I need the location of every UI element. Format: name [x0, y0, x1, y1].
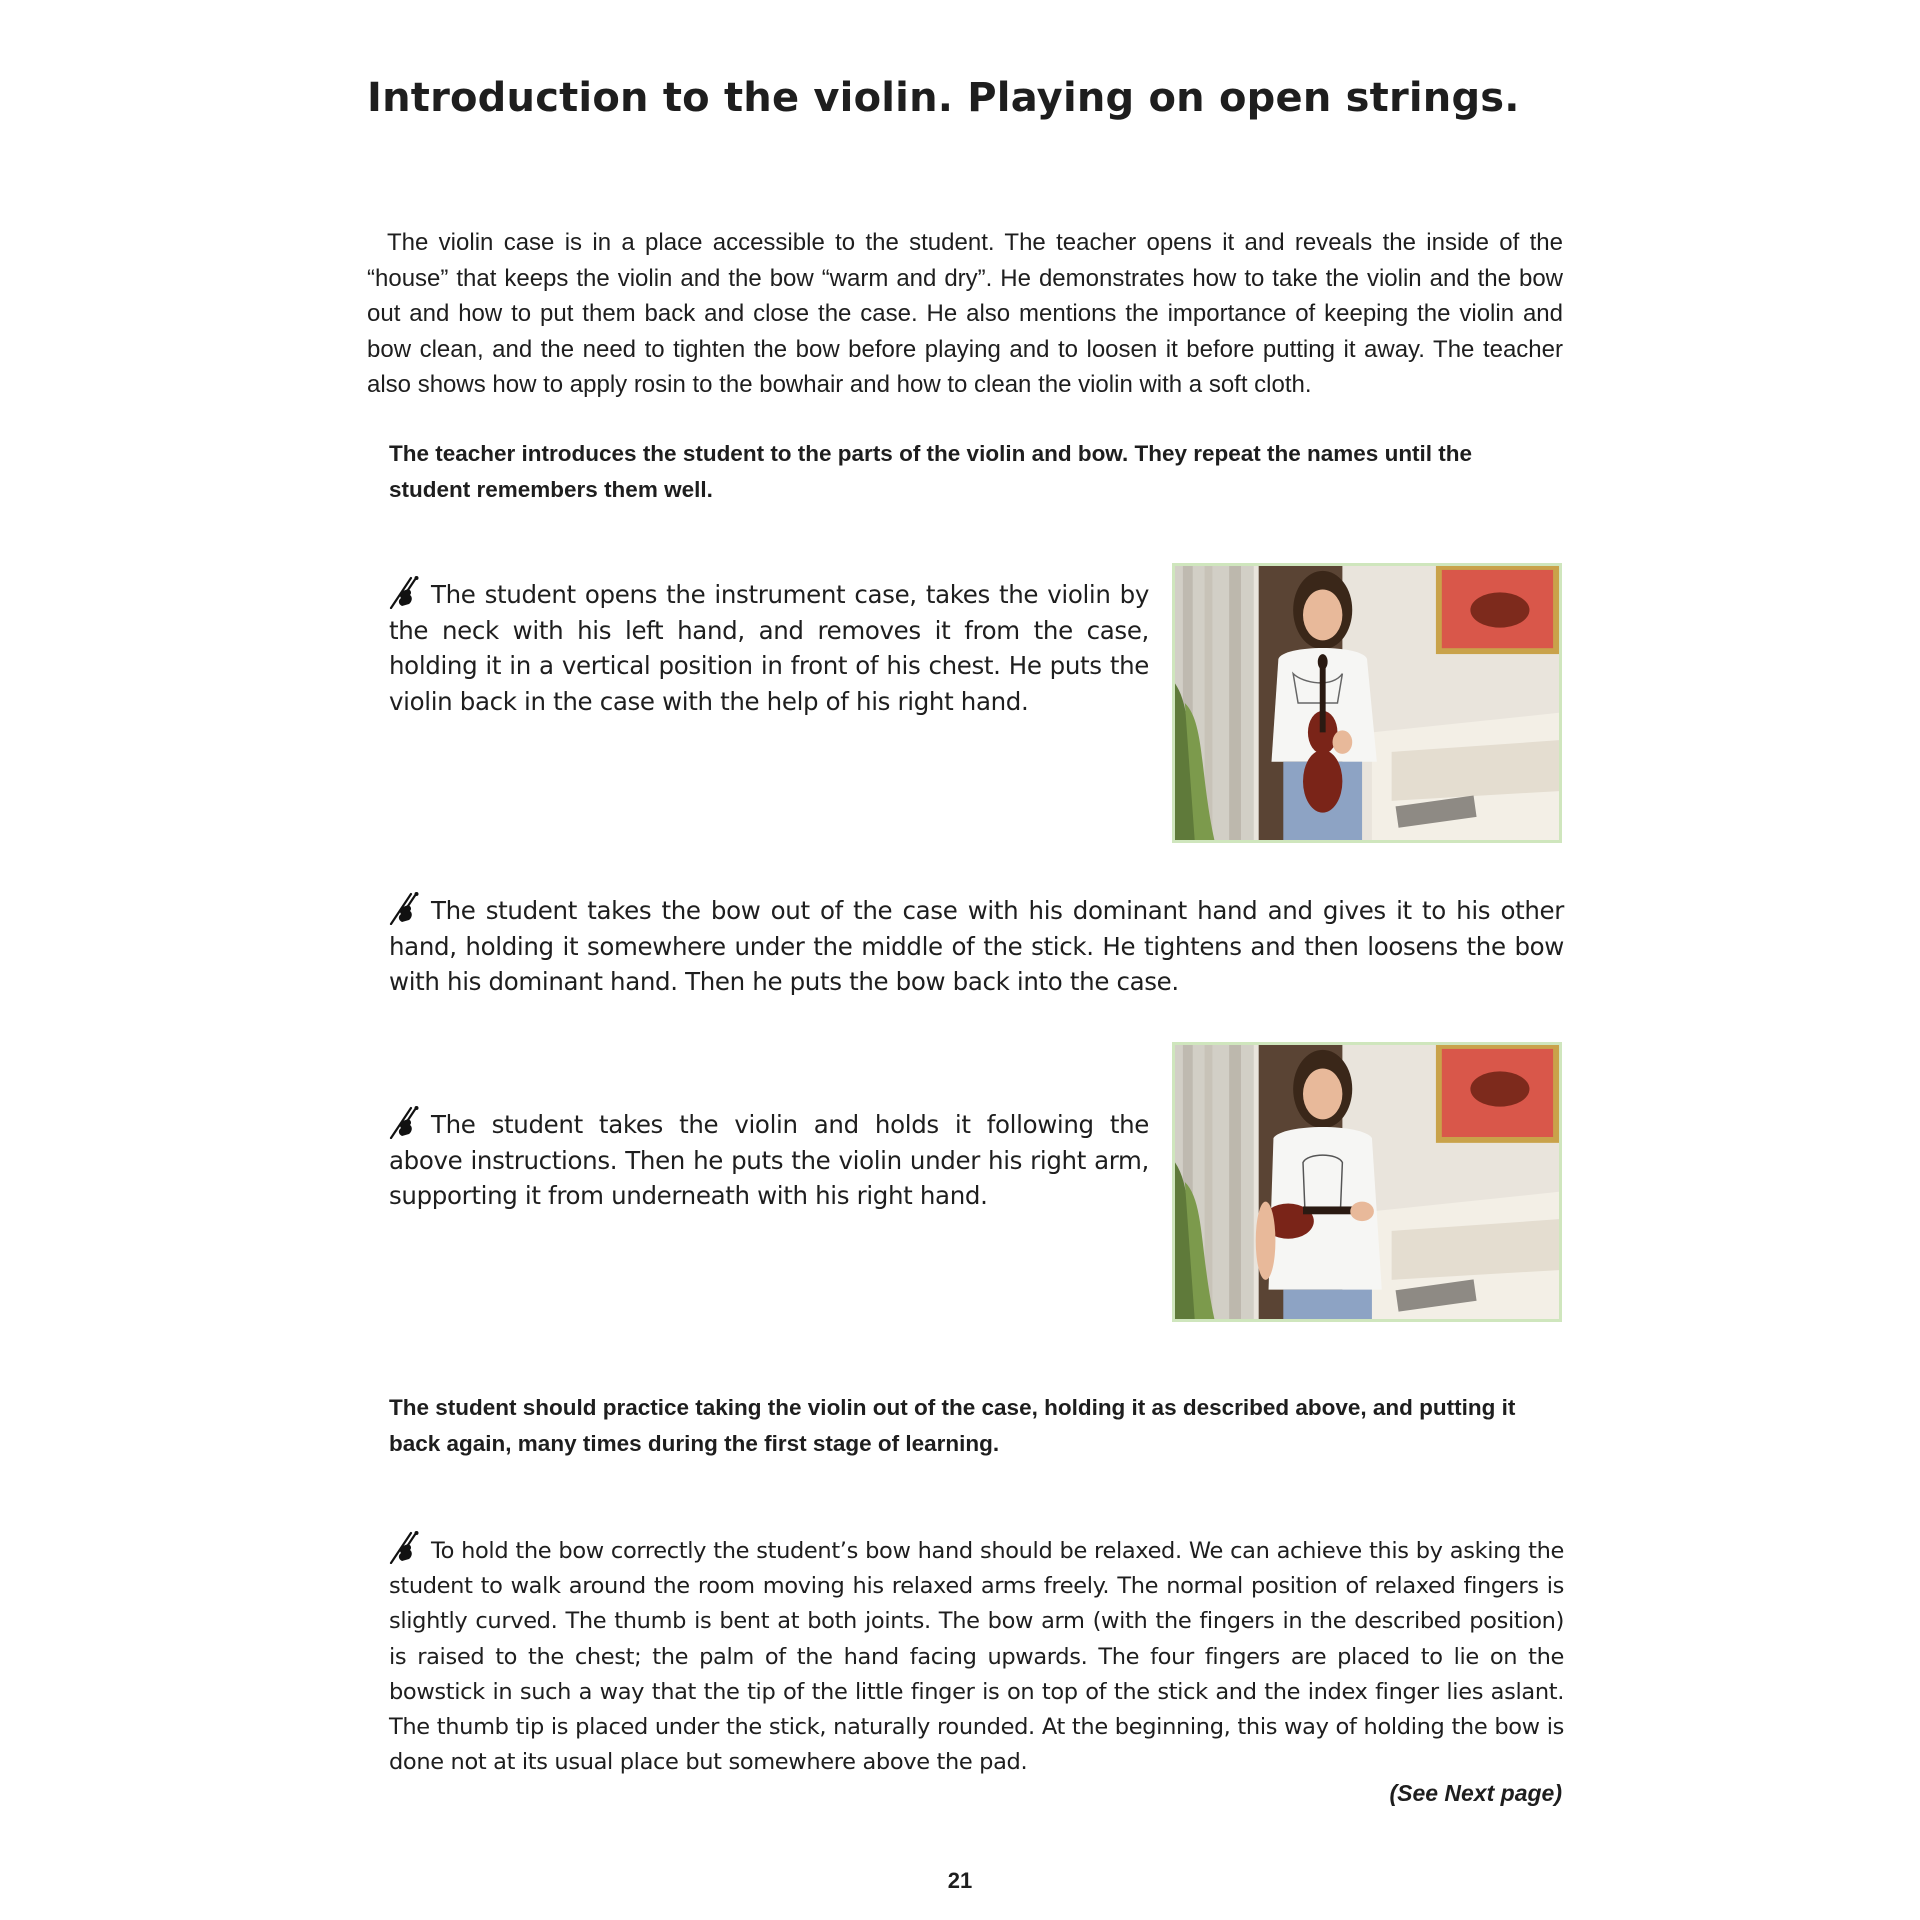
page-number: 21 — [947, 1868, 973, 1893]
practice-note: The student should practice taking the violin out of the case, holding it as described above, and putting it back again, many times during the first stage of learning. — [389, 1395, 1516, 1456]
page-title: Introduction to the violin. Playing on open strings. — [367, 75, 1520, 121]
violin-icon — [389, 1530, 421, 1564]
step-4-paragraph — [389, 1530, 1564, 1780]
step-1-paragraph — [389, 575, 1149, 719]
violin-icon — [389, 575, 421, 609]
step-3-paragraph — [389, 1105, 1149, 1214]
intro-paragraph: The violin case is in a place accessible to the student. The teacher opens it and reveals the inside of the “house” that keeps the violin and the bow “warm and dry”. He demonstrates how to take the violin and the bow out and how to put them back and close the case. He also mentions the importance of keeping the violin and bow clean, and the need to tighten the bow before playing and to loosen it before putting it away. The teacher also shows how to apply rosin to the bowhair and how to clean the violin with a soft cloth. — [367, 229, 1563, 398]
teacher-note: The teacher introduces the student to the parts of the violin and bow. They repeat the names until the student remembers them well. — [389, 441, 1473, 502]
step-3-text: The student takes the violin and holds it following the above instructions. Then he puts the violin under his right arm, supporting it from underneath with his right hand. — [389, 1110, 1149, 1210]
step-2-text: The student takes the bow out of the case with his dominant hand and gives it to his other hand, holding it somewhere under the middle of the stick. He tightens and then loosens the bow with his dominant hand. Then he puts the bow back into the case. — [389, 896, 1564, 996]
step-2-paragraph — [389, 891, 1564, 1000]
violin-icon — [389, 1105, 421, 1139]
step-1-text: The student opens the instrument case, takes the violin by the neck with his left hand, and removes it from the case, holding it in a vertical position in front of his chest. He puts the violin back in the case with the help of his right hand. — [389, 580, 1149, 716]
student-holding-violin-photo — [1172, 563, 1562, 843]
violin-icon — [389, 891, 421, 925]
step-4-text: To hold the bow correctly the student’s bow hand should be relaxed. We can achieve this by asking the student to walk around the room moving his relaxed arms freely. The normal position of relaxed fingers is slightly curved. The thumb is bent at both joints. The bow arm (with the fingers in the described position) is raised to the chest; the palm of the hand facing upwards. The four fingers are placed to lie on the bowstick in such a way that the tip of the little finger is on top of the stick and the index finger lies aslant. The thumb tip is placed under the stick, naturally rounded. At the beginning, this way of holding the bow is done not at its usual place but somewhere above the pad. — [389, 1538, 1564, 1776]
see-next-page-note: (See Next page) — [1389, 1780, 1562, 1806]
student-violin-under-arm-photo — [1172, 1042, 1562, 1322]
